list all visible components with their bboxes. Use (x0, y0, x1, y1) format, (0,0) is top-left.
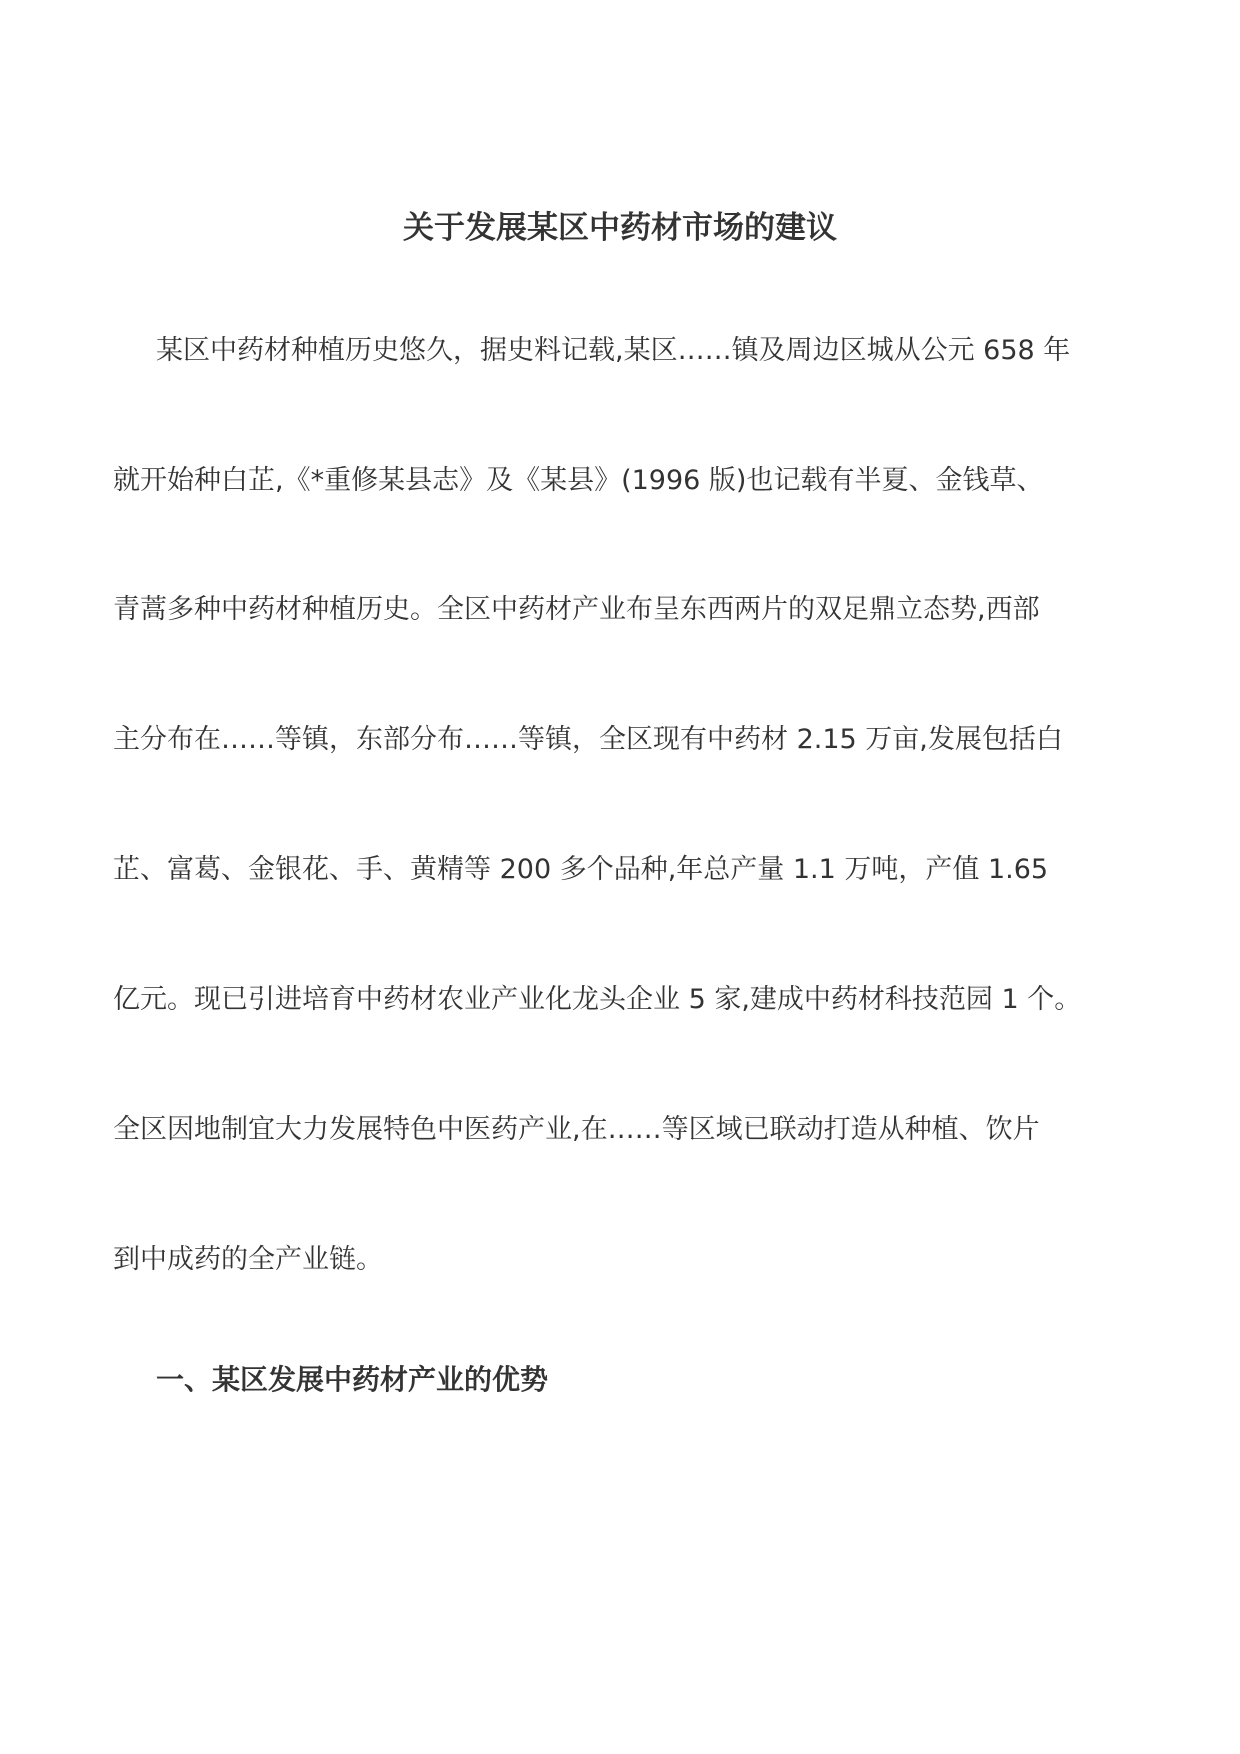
paragraph-line: 就开始种白芷,《*重修某县志》及《某县》(1996 版)也记载有半夏、金钱草、 (113, 465, 1044, 496)
paragraph-line: 主分布在……等镇，东部分布……等镇，全区现有中药材 2.15 万亩,发展包括白 (113, 724, 1063, 755)
paragraph-line: 亿元。现已引进培育中药材农业产业化龙头企业 5 家,建成中药材科技范园 1 个。 (113, 984, 1082, 1015)
section-heading: 一、某区发展中药材产业的优势 (156, 1363, 549, 1396)
paragraph-line: 全区因地制宜大力发展特色中医药产业,在……等区域已联动打造从种植、饮片 (113, 1114, 1040, 1145)
paragraph-line: 芷、富葛、金银花、手、黄精等 200 多个品种,年总产量 1.1 万吨，产值 1.65 (113, 854, 1049, 885)
paragraph-line: 青蒿多种中药材种植历史。全区中药材产业布呈东西两片的双足鼎立态势,西部 (113, 594, 1040, 625)
paragraph-line: 到中成药的全产业链。 (113, 1244, 383, 1275)
paragraph-line: 某区中药材种植历史悠久，据史料记载,某区……镇及周边区城从公元 658 年 (156, 335, 1071, 366)
document-title: 关于发展某区中药材市场的建议 (403, 210, 837, 246)
